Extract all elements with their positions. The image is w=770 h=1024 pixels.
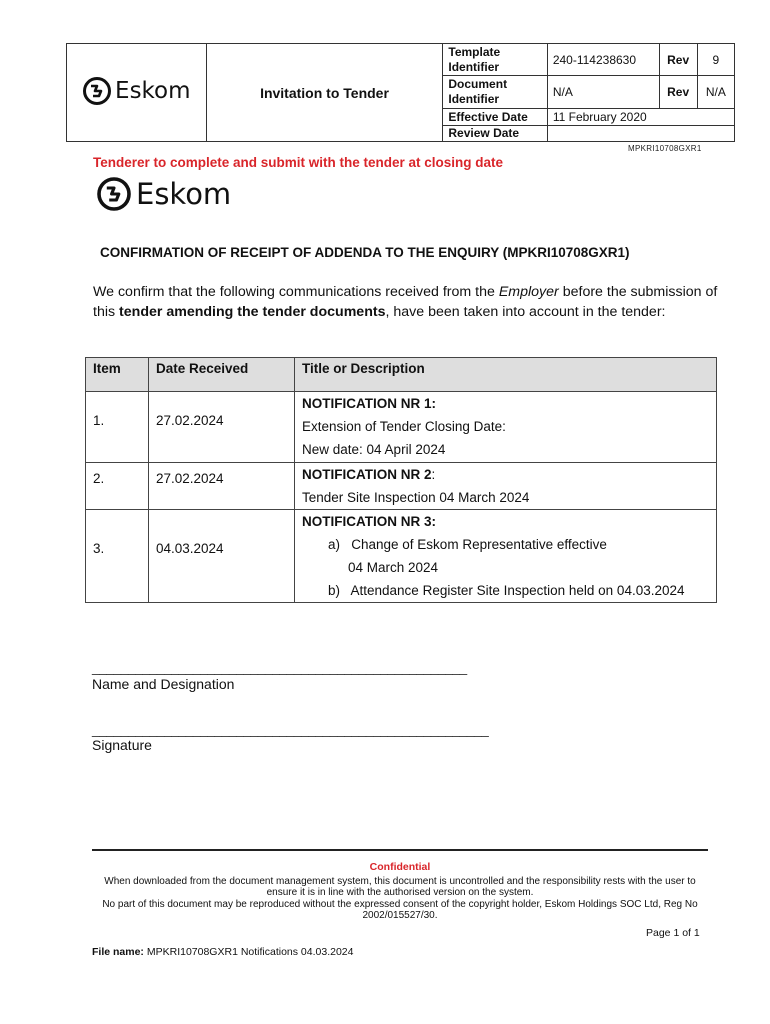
document-header-table	[66, 43, 735, 142]
file-name-label: File name:	[92, 946, 144, 958]
row-description	[295, 392, 717, 463]
eskom-logo-text: Eskom	[136, 177, 232, 211]
row-description	[295, 463, 717, 510]
eskom-logo-large	[96, 176, 231, 217]
description-line: Extension of Tender Closing Date:	[302, 419, 506, 434]
rev-label: Rev	[659, 76, 697, 109]
footer-line: When downloaded from the document management system, this document is uncontrolled and the responsibility rests with the user to ensure it is in line with the authorised version on the system.	[104, 875, 696, 898]
section-heading: CONFIRMATION OF RECEIPT OF ADDENDA TO THE ENQUIRY (MPKRI10708GXR1)	[100, 245, 630, 260]
table-header-row	[86, 358, 717, 392]
paragraph-text: We confirm that the following communications received from the	[93, 284, 499, 300]
row-item: 1.	[86, 392, 149, 463]
page-number: Page 1 of 1	[646, 927, 700, 939]
notification-title: NOTIFICATION NR 1:	[302, 396, 436, 411]
review-date-label: Review Date	[443, 126, 547, 142]
footer-line: No part of this document may be reproduced without the expressed consent of the copyright holder, Eskom Holdings SOC Ltd, Reg No 2002/015527/30.	[102, 898, 698, 921]
row-description	[295, 510, 717, 603]
name-designation-line[interactable]: ____________________________________________________	[92, 660, 467, 675]
file-name-value: MPKRI10708GXR1 Notifications 04.03.2024	[146, 946, 354, 958]
signature-line[interactable]: _______________________________________________________	[92, 722, 489, 737]
row-date: 04.03.2024	[149, 510, 295, 603]
row-date: 27.02.2024	[149, 392, 295, 463]
header-logo-cell	[67, 44, 207, 142]
eskom-emblem-icon	[96, 176, 132, 212]
document-reference: MPKRI10708GXR1	[628, 144, 702, 153]
addenda-table	[85, 357, 717, 603]
column-header-item: Item	[86, 358, 149, 392]
row-item: 2.	[86, 463, 149, 510]
name-designation-label: Name and Designation	[92, 676, 235, 692]
confidential-label: Confidential	[369, 861, 431, 873]
notification-title-suffix: :	[431, 467, 436, 482]
instruction-text: Tenderer to complete and submit with the tender at closing date	[93, 155, 504, 170]
table-row	[86, 392, 717, 463]
description-line: Tender Site Inspection 04 March 2024	[302, 490, 530, 505]
column-header-title: Title or Description	[295, 358, 717, 392]
signature-label: Signature	[92, 737, 152, 753]
column-header-date: Date Received	[149, 358, 295, 392]
effective-date-value: 11 February 2020	[547, 109, 734, 126]
row-date: 27.02.2024	[149, 463, 295, 510]
file-name	[92, 946, 353, 958]
eskom-logo-text: Eskom	[115, 78, 191, 104]
description-line: New date: 04 April 2024	[302, 442, 446, 457]
document-identifier-label: Document Identifier	[443, 76, 547, 109]
description-line: 04 March 2024	[348, 560, 439, 575]
footer-divider	[92, 849, 708, 851]
rev-value: 9	[697, 44, 734, 76]
eskom-logo	[82, 76, 191, 106]
rev-value: N/A	[697, 76, 734, 109]
template-identifier-value: 240-114238630	[547, 44, 659, 76]
notification-title: NOTIFICATION NR 2	[302, 467, 432, 482]
eskom-emblem-icon	[82, 76, 112, 106]
review-date-value	[547, 126, 734, 142]
row-item: 3.	[86, 510, 149, 603]
paragraph-text: , have been taken into account in the tender:	[385, 304, 666, 320]
effective-date-label: Effective Date	[443, 109, 547, 126]
page-title: Invitation to Tender	[206, 44, 443, 142]
rev-label: Rev	[659, 44, 697, 76]
paragraph-employer: Employer	[498, 284, 559, 300]
document-identifier-value: N/A	[547, 76, 659, 109]
description-sub-item: a) Change of Eskom Representative effective	[328, 537, 607, 552]
confirmation-paragraph	[93, 282, 718, 322]
paragraph-text: before the submission of this	[93, 284, 718, 320]
template-identifier-label: Template Identifier	[443, 44, 547, 76]
notification-title: NOTIFICATION NR 3:	[302, 514, 436, 529]
table-row	[86, 463, 717, 510]
footer-disclaimer	[92, 862, 708, 922]
paragraph-bold: tender amending the tender documents	[119, 304, 386, 320]
description-sub-item: b) Attendance Register Site Inspection held on 04.03.2024	[328, 583, 685, 598]
table-row	[86, 510, 717, 603]
